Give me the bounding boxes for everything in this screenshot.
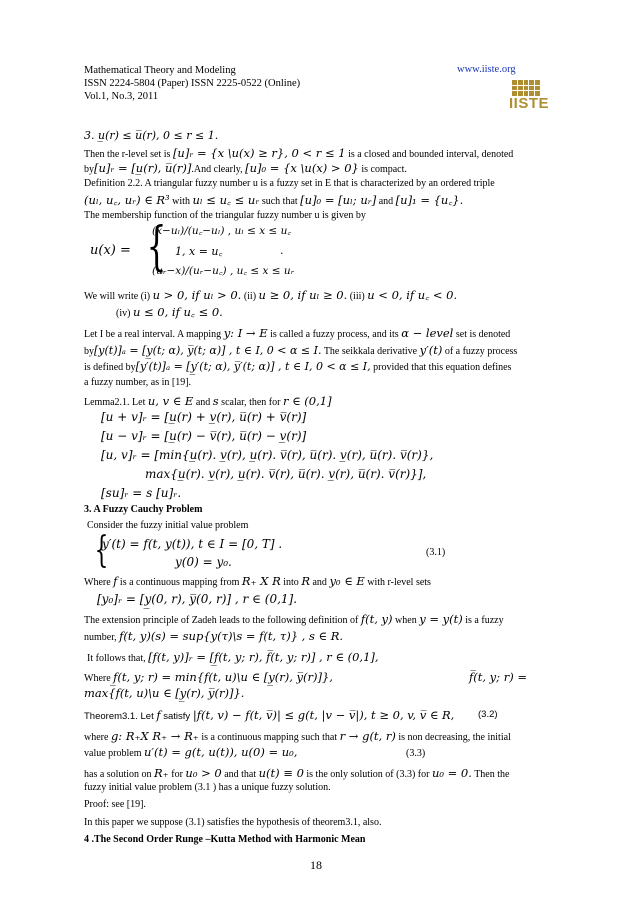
text: with r-level sets [364, 577, 431, 588]
mapping-line [84, 574, 431, 588]
math: y = y(t) [419, 612, 463, 626]
math: uₗ ≤ u꜀ ≤ uᵣ [192, 193, 260, 207]
alpha-level-line [84, 343, 517, 357]
text: by [84, 346, 94, 357]
r-level-line [84, 146, 513, 160]
math: [y′(t)]ₐ = [y̲′(t; α), y̅′(t; α)] , t ∈ I, 0 < α ≤ I, [135, 360, 371, 373]
text: is the only solution of (3.3) for [303, 769, 432, 780]
lemma-eq-scalar: [su]ᵣ = s [u]ᵣ. [101, 486, 182, 500]
math: [y(t)]ₐ = [y̲(t; α), y̅(t; α)] , t ∈ I, 0 < α ≤ I. [94, 344, 322, 357]
piecewise-case-2: 1, x = u꜀ [175, 245, 223, 258]
journal-issn: ISSN 2224-5804 (Paper) ISSN 2225-0522 (Online) [84, 78, 301, 89]
journal-url-link[interactable]: www.iiste.org [457, 64, 516, 75]
text: provided that this equation defines [370, 362, 512, 373]
math: u, v ∈ E [147, 394, 194, 408]
text: Lemma2.1. Let [84, 397, 148, 408]
sup-definition-line [84, 629, 343, 643]
text: Theorem3.1. Let [84, 711, 157, 722]
text: Then the [471, 769, 510, 780]
text: scalar, then for [218, 397, 283, 408]
hypothesis-line: In this paper we suppose (3.1) satisfies the hypothesis of theorem3.1, also. [84, 817, 382, 828]
text: is non decreasing, the initial [395, 732, 511, 743]
math: u < 0, if u꜀ < 0. [367, 288, 458, 302]
math: |f(t, v) − f(t, v̅)| ≤ g(t, |v − v̅|), t ≥ 0, v, v̅ ∈ R, [192, 708, 455, 722]
text: The extension principle of Zadeh leads to the following definition of [84, 615, 361, 626]
iiste-logo [507, 80, 550, 113]
initial-level-set: [y₀]ᵣ = [y̲(0, r), y̅(0, r)] , r ∈ (0,1]. [97, 592, 298, 606]
math: [u]ᵣ = [u̲(r), u̅(r)] [94, 161, 192, 175]
fuzzy-process-line [84, 326, 510, 340]
piecewise-case-1: (x−uₗ)/(u꜀−uₗ) , uₗ ≤ x ≤ u꜀ [152, 225, 292, 237]
text: Let I be a real interval. A mapping [84, 329, 224, 340]
triple-line [84, 193, 463, 208]
r-level-line-2 [84, 161, 407, 175]
cauchy-eq-2: y(0) = y₀. [175, 555, 232, 569]
math: α − level [401, 326, 454, 340]
text: and [193, 397, 213, 408]
math: g: R₊X R₊ → R₊ [110, 729, 199, 743]
membership-intro: The membership function of the triangular fuzzy number u is given by [84, 210, 366, 221]
ivp-line [84, 745, 297, 759]
text: is compact. [358, 164, 407, 175]
text: is defined by [84, 362, 136, 373]
math: r → g(t, r) [339, 729, 396, 743]
math: y: I → E [223, 326, 268, 340]
text: satisfy [160, 711, 193, 722]
journal-title: Mathematical Theory and Modeling [84, 65, 236, 76]
math: [u]₀ = {x \u(x) > 0} [245, 161, 359, 175]
eq-number-3-1: (3.1) [426, 547, 446, 558]
sign-notation-line-2 [116, 305, 223, 320]
lemma-eq-sum: [u + v]ᵣ = [u̲(r) + v̲(r), u̅(r) + v̅(r)] [101, 410, 307, 424]
text: Where [84, 673, 114, 684]
text: It follows that, [87, 653, 149, 664]
math: u > 0, if uₗ > 0. [152, 288, 242, 302]
text: such that [259, 196, 301, 207]
theorem-3-1 [84, 708, 454, 722]
section-3-heading: 3. A Fuzzy Cauchy Problem [84, 504, 203, 515]
text: where [84, 732, 111, 743]
text: We will write (i) [84, 291, 153, 302]
sign-notation-line [84, 288, 457, 303]
math: R₊ [154, 766, 169, 780]
text: (iv) [116, 308, 133, 319]
text: is a fuzzy [462, 615, 504, 626]
math: s [212, 394, 219, 408]
text: is a continuous mapping from [117, 577, 242, 588]
lemma-eq-prod-max: max{u̲(r). v̲(r), u̲(r). v̅(r), u̅(r). v̲(r), u̅(r). v̅(r)}], [145, 467, 427, 481]
piecewise-brace: { [146, 217, 167, 277]
text: and [376, 196, 396, 207]
math: u′(t) = g(t, u(t)), u(0) = u₀, [143, 745, 298, 759]
math: y₀ ∈ E [329, 574, 365, 588]
math: u ≥ 0, if uₗ ≥ 0. [258, 288, 348, 302]
math: u ≤ 0, if u꜀ ≤ 0. [132, 305, 223, 319]
text: by [84, 164, 94, 175]
cauchy-intro: Consider the fuzzy initial value problem [87, 520, 249, 531]
g-mapping-line [84, 729, 511, 743]
seikkala-line [84, 360, 511, 373]
text: Then the r-level set is [84, 149, 173, 160]
eq-number-3-2: (3.2) [478, 709, 498, 720]
max-definition-line: max{f(t, u)\u ∈ [y̲(r), y̅(r)]}. [84, 686, 245, 700]
text: (ii) [241, 291, 259, 302]
text: with [169, 196, 193, 207]
text: is a continuous mapping such that [198, 732, 340, 743]
text: and [309, 577, 330, 588]
math: [f(t, y)]ᵣ = [f̲(t, y; r), f̅(t, y; r)] , r ∈ (0,1], [148, 650, 379, 664]
math: r ∈ (0,1] [282, 394, 332, 408]
text: has a solution on [84, 769, 154, 780]
math: [u]ᵣ = {x \u(x) ≥ r}, 0 < r ≤ 1 [172, 146, 346, 160]
math: [u]₀ = [uₗ; uᵣ] [300, 193, 377, 207]
lemma-eq-diff: [u − v]ᵣ = [u̲(r) − v̅(r), u̅(r) − v̲(r)] [101, 429, 307, 443]
proof-line: Proof: see [19]. [84, 799, 146, 810]
membership-lhs: u(x) = [90, 243, 131, 258]
page-number: 18 [310, 858, 322, 872]
cauchy-eq-1: y′(t) = f(t, y(t)), t ∈ I = [0, T] . [102, 537, 283, 551]
math: f [156, 708, 161, 722]
text: and that [221, 769, 259, 780]
zadeh-line [84, 612, 504, 626]
text: for [168, 769, 186, 780]
math: u₀ = 0. [431, 766, 472, 780]
text: into [280, 577, 302, 588]
text: The seikkala derivative [321, 346, 420, 357]
piecewise-dot: . [280, 244, 284, 257]
min-definition-line [84, 670, 333, 684]
text: .And clearly, [191, 164, 246, 175]
unique-solution-line: fuzzy initial value problem (3.1 ) has a unique fuzzy solution. [84, 782, 331, 793]
cauchy-brace: { [94, 530, 109, 571]
property-3: 3. u̲(r) ≤ u̅(r), 0 ≤ r ≤ 1. [84, 129, 219, 142]
math: (uₗ, u꜀, uᵣ) ∈ R³ [84, 193, 170, 207]
math: [u]₁ = {u꜀}. [395, 193, 464, 207]
math: f(t, y)(s) = sup{y(τ)\s = f(t, τ)} , s ∈ R. [119, 629, 344, 643]
journal-volume: Vol.1, No.3, 2011 [84, 91, 159, 102]
text: Where [84, 577, 114, 588]
text: when [392, 615, 420, 626]
section-4-heading: 4 .The Second Order Runge –Kutta Method with Harmonic Mean [84, 834, 366, 845]
text: is a closed and bounded interval, denoted [345, 149, 514, 160]
follows-line [87, 650, 379, 664]
math: R [301, 574, 310, 588]
definition-2-2: Definition 2.2. A triangular fuzzy number u is a fuzzy set in E that is characterized by an ordered triple [84, 178, 495, 189]
lemma-2-1 [84, 394, 332, 408]
math: f(t, y) [360, 612, 393, 626]
math: R₊ X R [241, 574, 281, 588]
text: value problem [84, 748, 144, 759]
journal-header [84, 64, 300, 103]
eq-number-3-3: (3.3) [406, 748, 426, 759]
logo-text: IISTE [509, 95, 550, 112]
fuzzy-number-ref: a fuzzy number, as in [19]. [84, 377, 192, 388]
text: is called a fuzzy process, and its [267, 329, 402, 340]
logo-grid-icon [512, 80, 540, 96]
text: of a fuzzy process [442, 346, 518, 357]
math: u(t) ≡ 0 [258, 766, 304, 780]
solution-line [84, 766, 509, 780]
math: u₀ > 0 [185, 766, 222, 780]
math: f [113, 574, 118, 588]
text: (iii) [347, 291, 368, 302]
max-definition-lhs: f̅(t, y; r) = [469, 670, 527, 684]
math: f̲(t, y; r) = min{f(t, u)\u ∈ [y̲(r), y̅(r)]}, [113, 670, 333, 684]
text: number, [84, 632, 120, 643]
math: y′(t) [419, 343, 443, 357]
lemma-eq-prod-min: [u, v]ᵣ = [min{u̲(r). v̲(r), u̲(r). v̅(r), u̅(r). v̲(r), u̅(r). v̅(r)}, [101, 448, 434, 462]
text: set is denoted [453, 329, 511, 340]
piecewise-case-3: (uᵣ−x)/(uᵣ−u꜀) , u꜀ ≤ x ≤ uᵣ [152, 265, 295, 277]
